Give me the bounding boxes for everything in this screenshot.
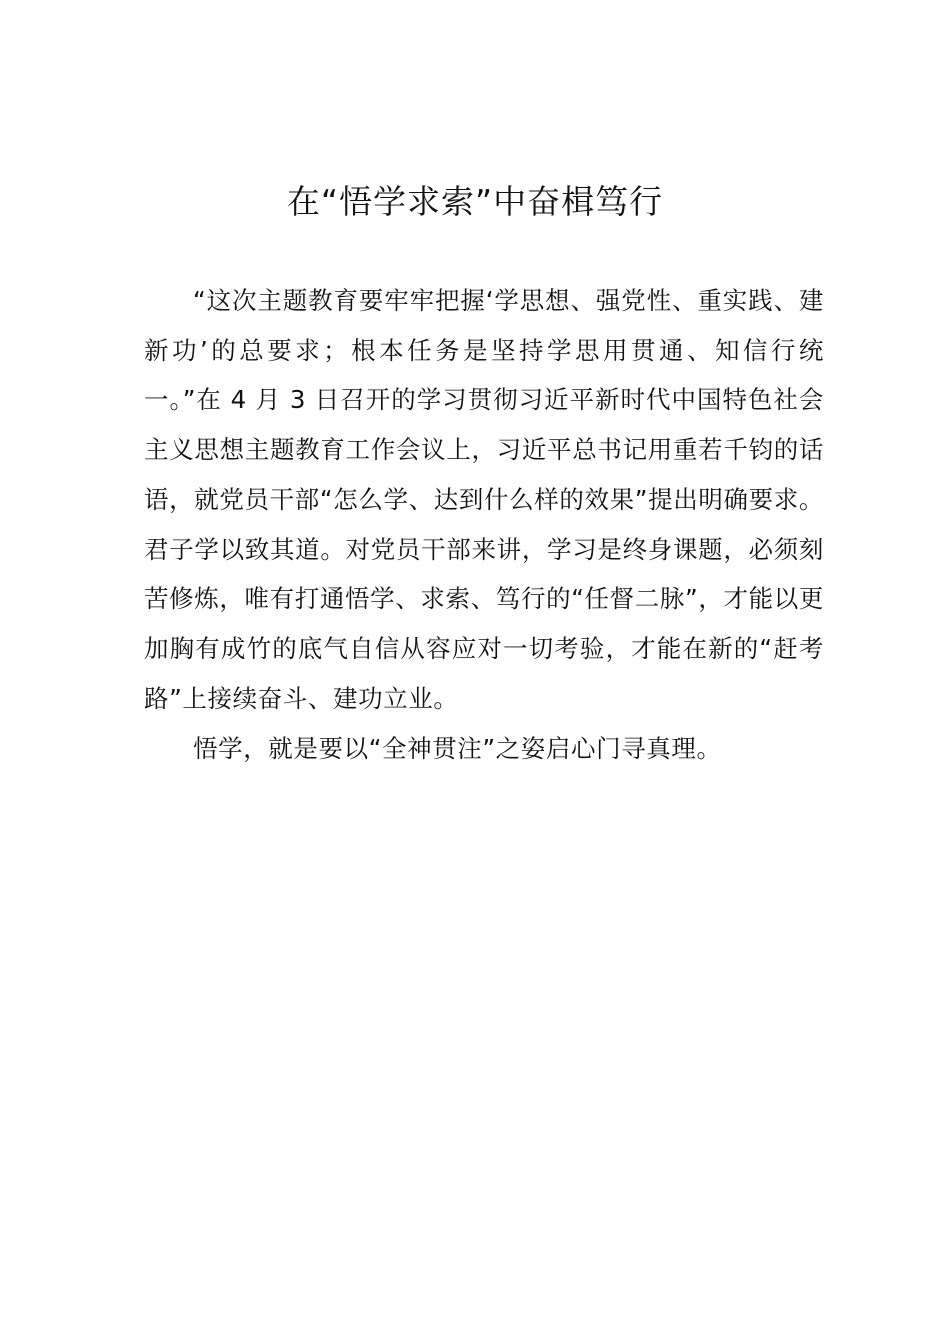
document-body: [144, 276, 824, 774]
paragraph-intro: “这次主题教育要牢牢把握‘学思想、强党性、重实践、建新功’的总要求；根本任务是坚持学思用贯通、知信行统一。”在 4 月 3 日召开的学习贯彻习近平新时代中国特色社会主义思想主题教育工作会议上，习近平总书记用重若千钧的话语，就党员干部“怎么学、达到什么样的效果”提出明确要求。君子学以致其道。对党员干部来讲，学习是终身课题，必须刻苦修炼，唯有打通悟学、求索、笃行的“任督二脉”，才能以更加胸有成竹的底气自信从容应对一切考验，才能在新的“赶考路”上接续奋斗、建功立业。: [144, 286, 824, 713]
document-title: 在“悟学求索”中奋楫笃行: [286, 182, 664, 221]
paragraph-wuxue: 悟学，就是要以“全神贯注”之姿启心门寻真理。: [193, 734, 722, 764]
